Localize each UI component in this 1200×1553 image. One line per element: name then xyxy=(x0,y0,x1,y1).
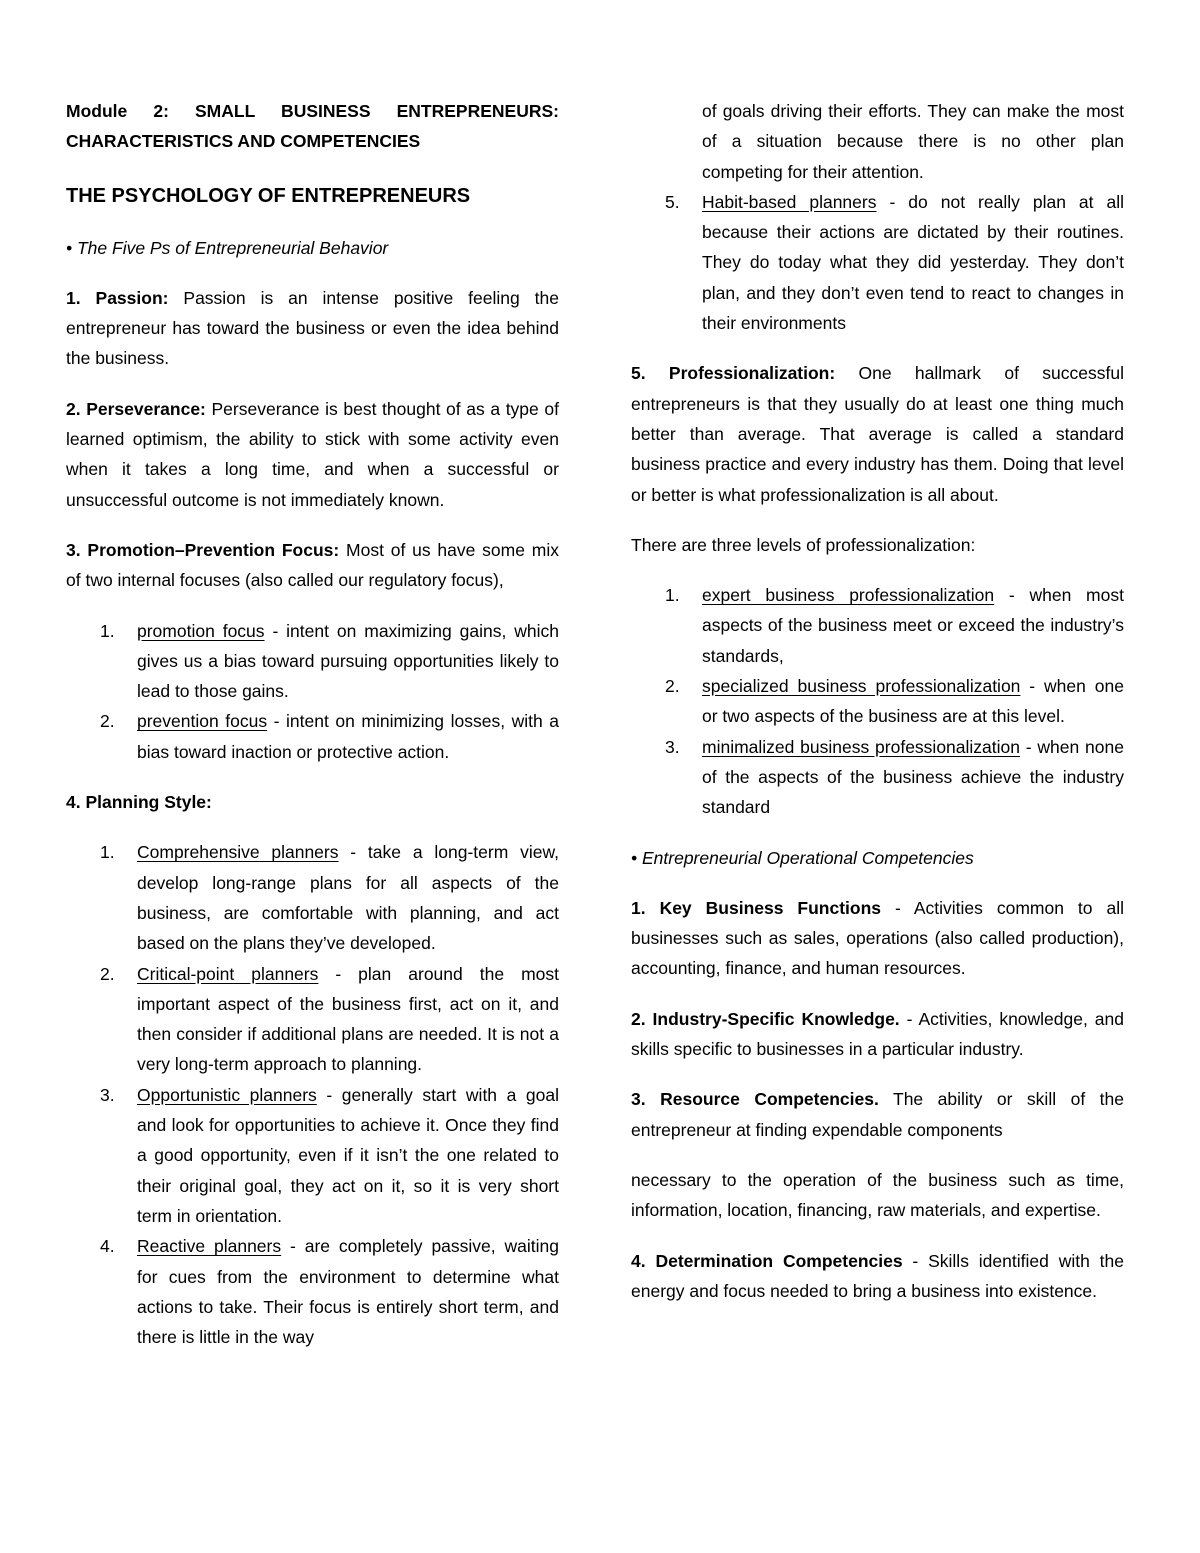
list-item xyxy=(66,837,559,958)
determination-text: - Skills identified with the energy and focus needed to bring a business into existence. xyxy=(631,1250,1124,1301)
key-business-paragraph xyxy=(631,893,1124,984)
industry-specific-text: - Activities, knowledge, and skills specific to businesses in a particular industry. xyxy=(631,1008,1124,1060)
resource-text: The ability or skill of the entrepreneur at finding expendable components xyxy=(631,1089,1125,1140)
list-term: Reactive planners xyxy=(137,1236,282,1257)
list-text: - when one or two aspects of the business are at this level. xyxy=(702,676,1124,727)
right-column xyxy=(631,96,1124,1306)
list-text: - when most aspects of the business meet or exceed the industry’s standards, xyxy=(702,585,1124,666)
list-number: 1. xyxy=(665,585,680,606)
list-text: - intent on minimizing losses, with a bias toward inaction or protective action. xyxy=(137,711,559,762)
determination-paragraph xyxy=(631,1246,1124,1307)
promotion-prevention-text: Most of us have some mix of two internal focuses (also called our regulatory focus), xyxy=(66,539,559,591)
list-text: - plan around the most important aspect of the business first, act on it, and then consider if additional plans are needed. It is not a very long-term approach to planning. xyxy=(137,963,559,1075)
list-item xyxy=(631,732,1124,823)
key-business-label: 1. Key Business Functions xyxy=(631,897,882,918)
list-number: 3. xyxy=(665,736,680,757)
professionalization-label: 5. Professionalization: xyxy=(631,363,836,384)
five-ps-subheading: • The Five Ps of Entrepreneurial Behavior xyxy=(66,237,389,258)
perseverance-paragraph xyxy=(66,394,559,515)
list-term: expert business professionalization xyxy=(702,585,995,606)
module-title: Module 2: SMALL BUSINESS ENTREPRENEURS: CHARACTERISTICS AND COMPETENCIES xyxy=(66,101,559,152)
resource-paragraph xyxy=(631,1084,1124,1145)
list-item xyxy=(66,1231,559,1352)
key-business-text: - Activities common to all businesses such as sales, operations (also called production), accounting, finance, and human resources. xyxy=(631,897,1124,979)
left-column xyxy=(66,96,559,1352)
list-item xyxy=(66,959,559,1080)
promotion-prevention-label: 3. Promotion–Prevention Focus: xyxy=(66,539,340,560)
passion-label: 1. Passion: xyxy=(66,287,169,308)
list-item xyxy=(66,706,559,767)
planning-style-heading xyxy=(66,787,559,817)
resource-label: 3. Resource Competencies. xyxy=(631,1089,879,1110)
list-term: promotion focus xyxy=(137,620,265,641)
list-number: 2. xyxy=(100,963,115,984)
industry-specific-label: 2. Industry-Specific Knowledge. xyxy=(631,1008,900,1029)
list-term: prevention focus xyxy=(137,711,268,732)
list-text: - do not really plan at all because their actions are dictated by their routines. They do today what they did yesterday. They don’t plan, and they don’t even tend to react to changes in their environments xyxy=(702,191,1124,334)
list-item-continuation: of goals driving their efforts. They can make the most of a situation because there is no other plan competing for their attention. xyxy=(702,101,1124,182)
determination-label: 4. Determination Competencies xyxy=(631,1250,903,1271)
list-term: minimalized business professionalization xyxy=(702,736,1020,757)
list-term: Opportunistic planners xyxy=(137,1084,317,1105)
list-number: 2. xyxy=(665,676,680,697)
operational-subheading: • Entrepreneurial Operational Competencies xyxy=(631,847,974,868)
list-term: Habit-based planners xyxy=(702,191,877,212)
list-term: Comprehensive planners xyxy=(137,842,339,863)
levels-intro: There are three levels of professionalization: xyxy=(631,534,976,555)
list-term: specialized business professionalization xyxy=(702,676,1021,697)
planning-style-list-continued xyxy=(631,96,1124,338)
list-number: 3. xyxy=(100,1084,115,1105)
list-item xyxy=(631,187,1124,338)
industry-specific-paragraph xyxy=(631,1004,1124,1065)
list-text: - take a long-term view, develop long-range plans for all aspects of the business, are comfortable with planning, and act based on the plans they’ve developed. xyxy=(137,842,559,954)
list-text: - when none of the aspects of the business achieve the industry standard xyxy=(702,736,1124,818)
list-number: 1. xyxy=(100,620,115,641)
promotion-prevention-paragraph xyxy=(66,535,559,596)
professionalization-text: One hallmark of successful entrepreneurs is that they usually do at least one thing much better than average. That average is called a standard business practice and every industry has them. Doing that level or better is what professionalization is all about. xyxy=(631,363,1125,505)
planning-style-list xyxy=(66,837,559,1352)
passion-paragraph xyxy=(66,283,559,374)
list-text: - are completely passive, waiting for cues from the environment to determine what actions to take. Their focus is entirely short term, and there is little in the way xyxy=(137,1236,560,1348)
focus-list xyxy=(66,616,559,767)
professionalization-paragraph xyxy=(631,358,1124,509)
list-number: 4. xyxy=(100,1236,115,1257)
professionalization-list xyxy=(631,580,1124,822)
passion-text: Passion is an intense positive feeling the entrepreneur has toward the business or even the idea behind the business. xyxy=(66,287,559,369)
list-number: 5. xyxy=(665,191,680,212)
list-number: 1. xyxy=(100,842,115,863)
section-heading: THE PSYCHOLOGY OF ENTREPRENEURS xyxy=(66,184,471,207)
list-text: - generally start with a goal and look for opportunities to achieve it. Once they find a good opportunity, even if it isn’t the one related to their original goal, they act on it, so it is very short term in orientation. xyxy=(137,1084,559,1226)
list-number: 2. xyxy=(100,711,115,732)
resource-continued: necessary to the operation of the business such as time, information, location, financing, raw materials, and expertise. xyxy=(631,1169,1124,1221)
list-item xyxy=(66,616,559,707)
perseverance-label: 2. Perseverance: xyxy=(66,398,206,419)
list-text: - intent on maximizing gains, which gives us a bias toward pursuing opportunities likely to lead to those gains. xyxy=(137,620,559,702)
list-item xyxy=(631,580,1124,671)
list-item xyxy=(66,1080,559,1231)
list-term: Critical-point planners xyxy=(137,963,319,984)
planning-style-label: 4. Planning Style: xyxy=(66,792,212,813)
list-item xyxy=(631,671,1124,732)
perseverance-text: Perseverance is best thought of as a type of learned optimism, the ability to stick with some activity even when it takes a long time, and when a successful or unsuccessful outcome is not immediately known. xyxy=(66,398,559,510)
